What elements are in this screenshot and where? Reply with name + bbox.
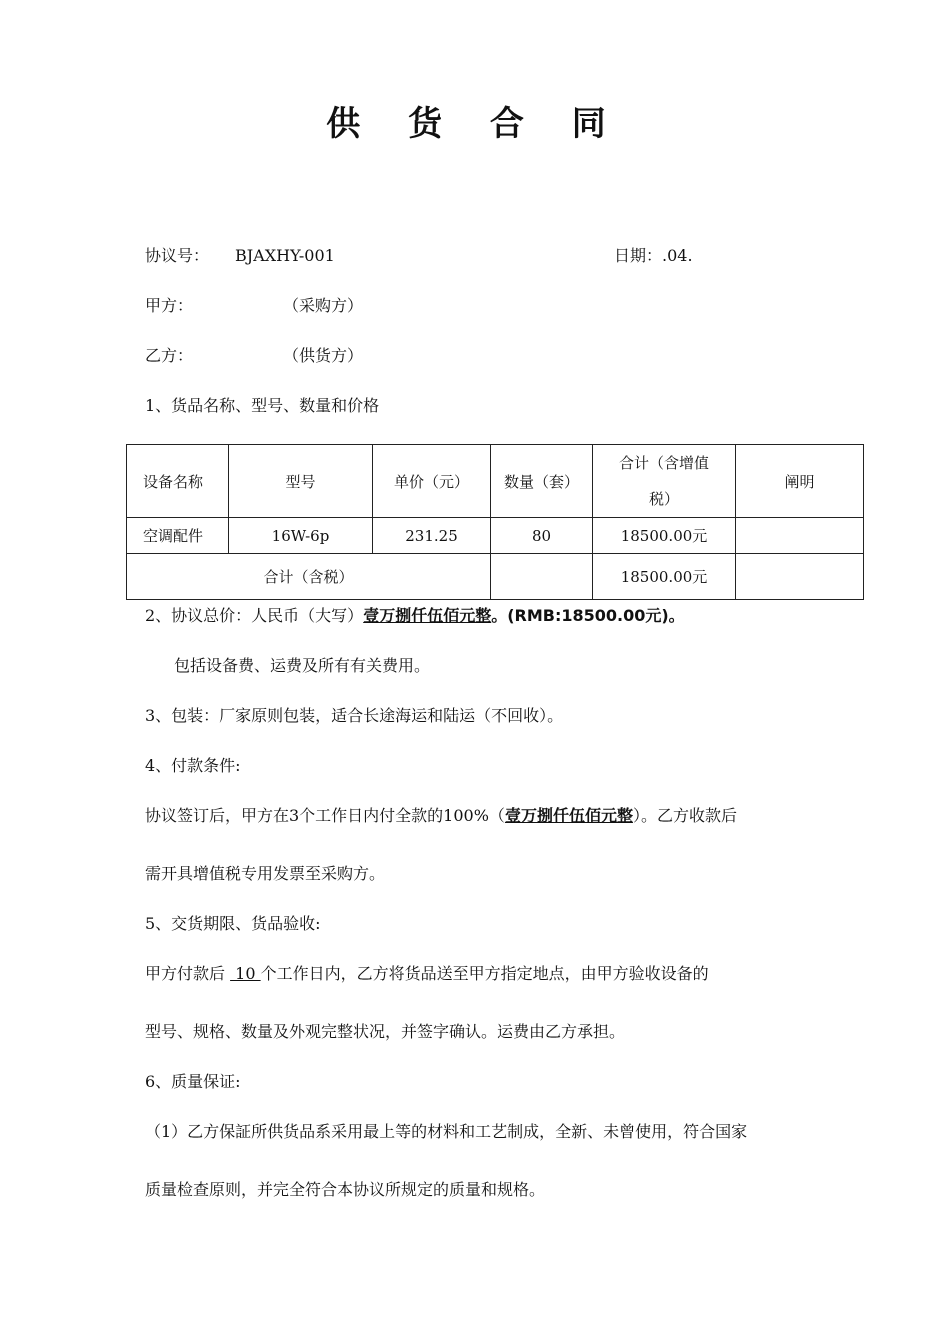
table-header-cell: 型号 [229,445,373,518]
party-a-role: （采购方） [283,296,364,315]
table-cell [736,554,864,600]
total-amount-words: 壹万捌仟伍佰元整 [363,606,492,625]
table-cell [491,554,593,600]
section-4-line-2: 需开具增值税专用发票至采购方。 [145,864,386,883]
table-cell [736,518,864,554]
table-header-cell: 阐明 [736,445,864,518]
agreement-number-label: 协议号： [145,246,210,265]
payment-terms-suffix: ）。乙方收款后 [632,806,737,825]
table-cell: 空调配件 [127,518,229,554]
party-b-label: 乙方： [145,346,194,365]
table-header-cell: 单价（元） [373,445,491,518]
party-a-label: 甲方： [145,296,194,315]
delivery-prefix: 甲方付款后 [145,964,231,983]
section-2-line [145,606,685,626]
table-header-cell: 合计（含增值税） [593,445,736,518]
section-6-line-1: （1）乙方保証所供货品系采用最上等的材料和工艺制成，全新、未曾使用，符合国家 [145,1122,748,1141]
section-5-line-1 [145,964,709,984]
table-total-label: 合计（含税） [127,554,491,600]
table-cell: 16W-6p [229,518,373,554]
date-value: .04. [662,246,693,265]
section-5-line-2: 型号、规格、数量及外观完整状况，并签字确认。运费由乙方承担。 [145,1022,626,1041]
delivery-days: 10 [230,964,261,983]
table-total-value: 18500.00元 [593,554,736,600]
payment-amount-words: 壹万捌仟伍佰元整 [504,806,633,825]
table-total-row [127,554,864,600]
payment-terms-prefix: 协议签订后，甲方在3个工作日内付全款的100%（ [145,806,505,825]
total-amount-rmb: 。(RMB:18500.00元)。 [491,606,685,625]
section-3-text: 3、包装：厂家原则包装，适合长途海运和陆运（不回收）。 [145,706,564,725]
agreement-number-row [145,246,335,266]
agreement-number: BJAXHY-001 [235,246,335,265]
party-b-role: （供货方） [283,346,364,365]
section-5-heading: 5、交货期限、货品验收: [145,914,321,933]
table-cell: 18500.00元 [593,518,736,554]
goods-table [126,444,864,600]
section-6-heading: 6、质量保证: [145,1072,241,1091]
table-header-cell: 数量（套） [491,445,593,518]
section-4-line-1 [145,806,737,826]
date-row [614,246,693,266]
section-2-note: 包括设备费、运费及所有有关费用。 [174,656,431,675]
document-title: 供 货 合 同 [326,104,624,144]
table-cell: 231.25 [373,518,491,554]
table-header-cell: 设备名称 [127,445,229,518]
table-header-row [127,445,864,518]
table-row [127,518,864,554]
section-6-line-2: 质量检查原则，并完全符合本协议所规定的质量和规格。 [145,1180,546,1199]
section-2-prefix: 2、协议总价：人民币（大写） [145,606,364,625]
date-label: 日期： [614,246,663,265]
delivery-suffix: 个工作日内，乙方将货品送至甲方指定地点，由甲方验收设备的 [260,964,709,983]
table-cell: 80 [491,518,593,554]
section-4-heading: 4、付款条件: [145,756,241,775]
section-1-heading: 1、货品名称、型号、数量和价格 [145,396,380,415]
